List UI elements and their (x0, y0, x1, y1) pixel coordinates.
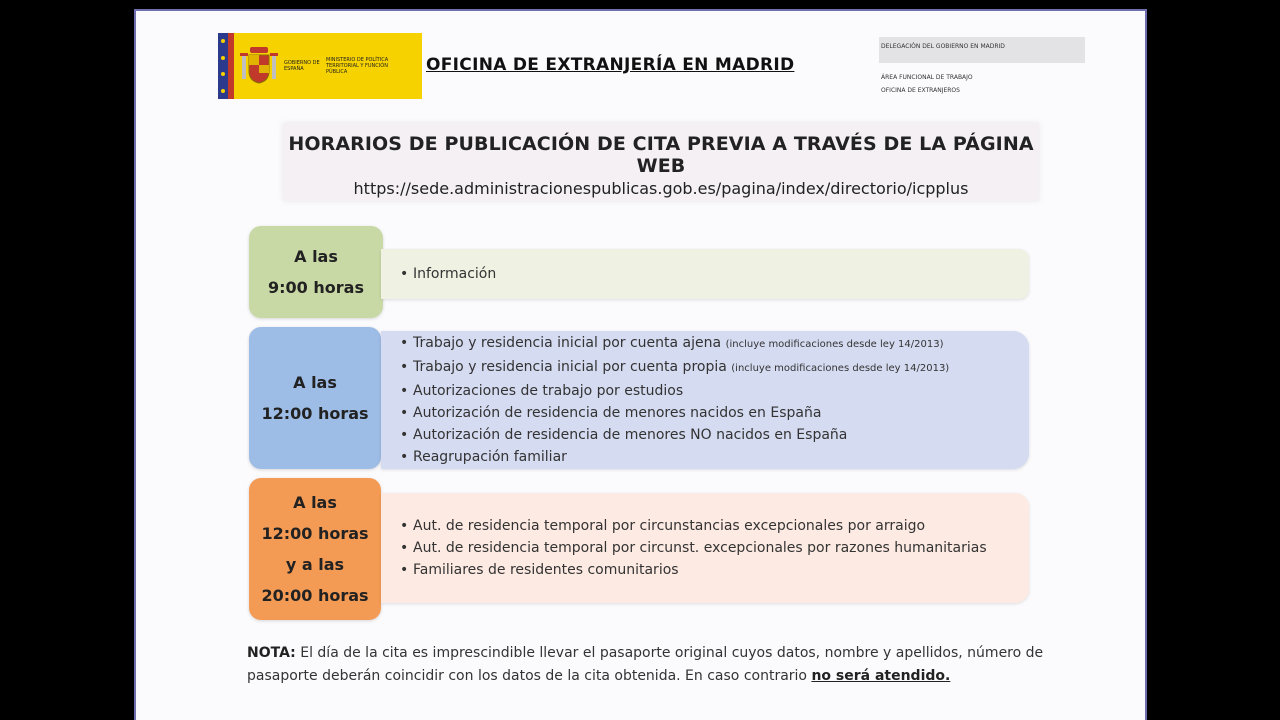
list-item: • Trabajo y residencia inicial por cuenta ajena (incluye modificaciones desde ley 14/2013) (413, 332, 1029, 356)
delegacion-label: DELEGACIÓN DEL GOBIERNO EN MADRID (879, 37, 1085, 63)
list-item: • Familiares de residentes comunitarios (413, 559, 1029, 581)
time-line: y a las (285, 555, 345, 574)
list-item: • Autorización de residencia de menores nacidos en España (413, 402, 1029, 424)
area-line: OFICINA DE EXTRANJEROS (881, 87, 960, 94)
item-note: (incluye modificaciones desde ley 14/2013) (725, 339, 944, 350)
coat-of-arms-icon (240, 43, 278, 89)
time-line: 20:00 horas (261, 586, 369, 605)
time-badge-12-20 (249, 478, 381, 620)
time-line: A las (293, 373, 337, 392)
time-badge-12 (249, 327, 381, 469)
page-title: HORARIOS DE PUBLICACIÓN DE CITA PREVIA A TRAVÉS DE LA PÁGINA WEB (288, 133, 1034, 177)
note-text: El día de la cita es imprescindible llevar el pasaporte original cuyos datos, nombre y apellidos, número de pasaporte deberán coincidir con los datos de la cita obtenida. En caso contrario (247, 645, 1044, 684)
list-item: • Trabajo y residencia inicial por cuenta propia (incluye modificaciones desde ley 14/2013) (413, 356, 1029, 380)
note-emphasis: no será atendido. (811, 668, 951, 684)
time-line: 9:00 horas (268, 278, 364, 297)
list-item: • Autorizaciones de trabajo por estudios (413, 380, 1029, 402)
heading-box (283, 123, 1039, 201)
procedures-panel-12-20 (381, 493, 1029, 603)
office-title: OFICINA DE EXTRANJERÍA EN MADRID (426, 55, 795, 75)
time-line: A las (294, 247, 338, 266)
logo-gobierno-text: GOBIERNO DE ESPAÑA (284, 60, 320, 72)
list-item: • Aut. de residencia temporal por circunst. excepcionales por razones humanitarias (413, 537, 1029, 559)
list-item: • Información (413, 263, 1029, 285)
procedures-panel-9 (381, 249, 1029, 299)
note-label: NOTA: (247, 645, 296, 661)
note-paragraph (247, 642, 1077, 688)
time-line: A las (293, 493, 337, 512)
flag-stripe (228, 33, 234, 99)
procedures-panel-12 (381, 331, 1029, 469)
time-line: 12:00 horas (261, 524, 369, 543)
logo-ministerio-text: MINISTERIO DE POLÍTICA TERRITORIAL Y FUNCIÓN PÚBLICA (326, 57, 389, 75)
list-item: • Autorización de residencia de menores NO nacidos en España (413, 424, 1029, 446)
website-url: https://sede.administracionespublicas.gob.es/pagina/index/directorio/icpplus (353, 179, 969, 198)
time-badge-9 (249, 226, 383, 318)
item-note: (incluye modificaciones desde ley 14/2013) (731, 363, 950, 374)
time-line: 12:00 horas (261, 404, 369, 423)
eu-stars-stripe (218, 33, 228, 99)
area-block (881, 71, 973, 97)
government-logo (218, 33, 422, 99)
area-line: ÁREA FUNCIONAL DE TRABAJO (881, 74, 973, 81)
document-page (134, 9, 1147, 720)
list-item: • Aut. de residencia temporal por circunstancias excepcionales por arraigo (413, 515, 1029, 537)
list-item: • Reagrupación familiar (413, 446, 1029, 468)
